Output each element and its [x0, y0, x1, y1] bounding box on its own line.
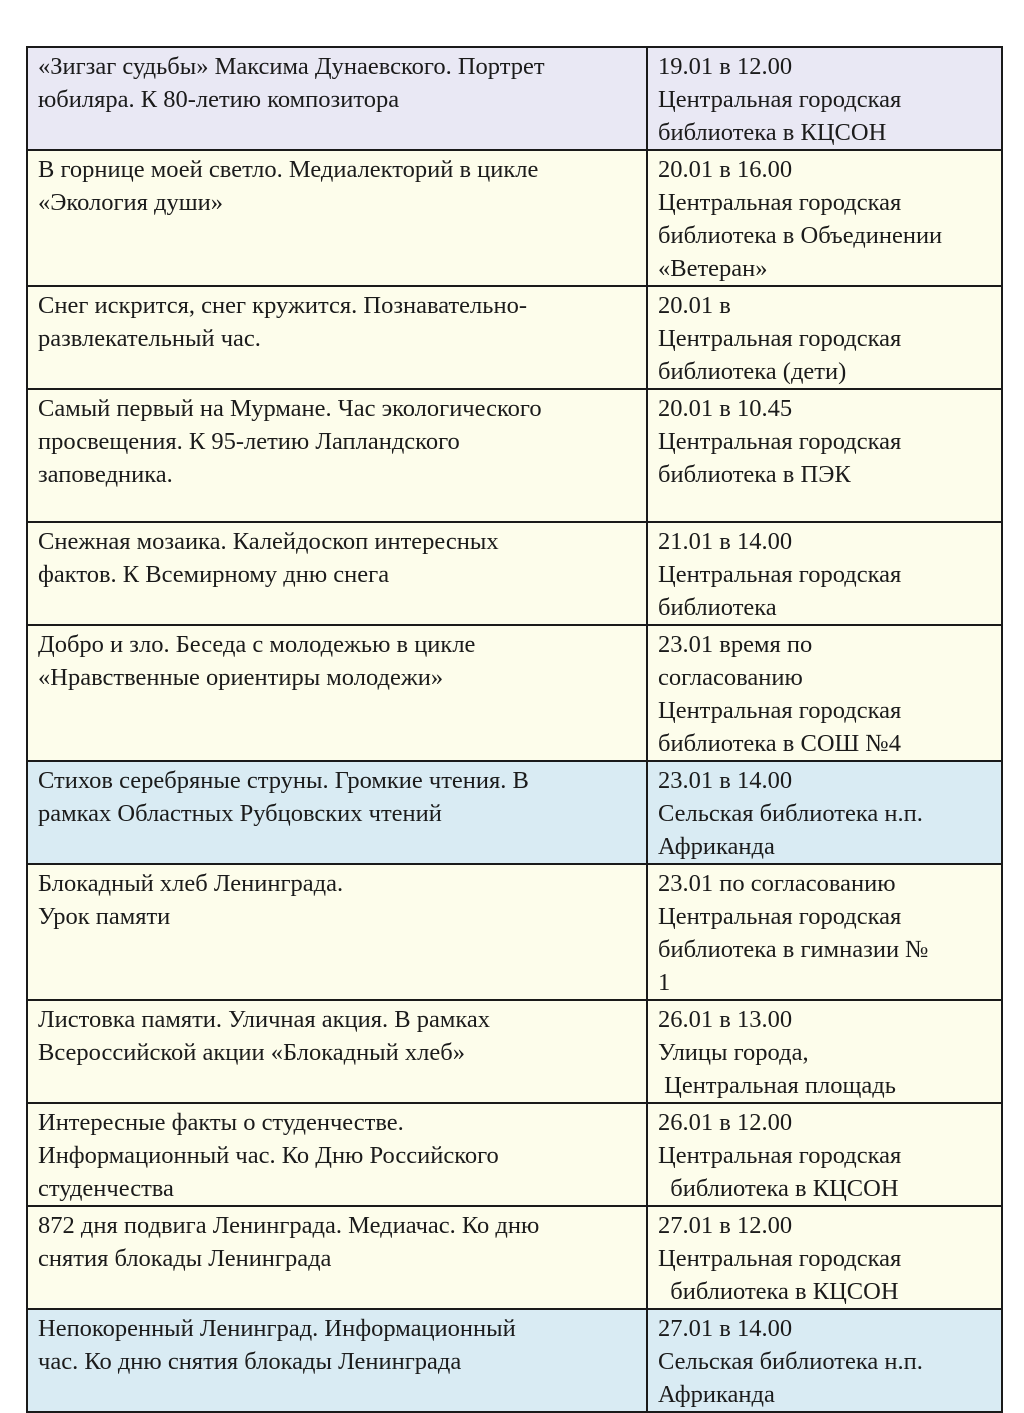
table-row [27, 1206, 1002, 1309]
event-title-cell: Снежная мозаика. Калейдоскоп интересных фактов. К Всемирному дню снега [27, 522, 647, 625]
event-time-place-cell: 19.01 в 12.00 Центральная городская библиотека в КЦСОН [647, 47, 1002, 150]
table-row [27, 389, 1002, 522]
event-title-cell: Самый первый на Мурмане. Час экологического просвещения. К 95-летию Лапландского заповедника. [27, 389, 647, 522]
table-row [27, 47, 1002, 150]
event-time-place-cell: 21.01 в 14.00 Центральная городская библиотека [647, 522, 1002, 625]
event-time-place-cell: 26.01 в 13.00 Улицы города, Центральная площадь [647, 1000, 1002, 1103]
event-title-cell: 872 дня подвига Ленинграда. Медиачас. Ко дню снятия блокады Ленинграда [27, 1206, 647, 1309]
event-time-place-cell: 27.01 в 14.00 Сельская библиотека н.п. Африканда [647, 1309, 1002, 1412]
event-title-cell: Интересные факты о студенчестве. Информационный час. Ко Дню Российского студенчества [27, 1103, 647, 1206]
events-table-body [27, 47, 1002, 1412]
event-title-cell: «Зигзаг судьбы» Максима Дунаевского. Портрет юбиляра. К 80-летию композитора [27, 47, 647, 150]
event-time-place-cell: 20.01 в 16.00 Центральная городская библиотека в Объединении «Ветеран» [647, 150, 1002, 286]
table-row [27, 761, 1002, 864]
event-title-cell: Добро и зло. Беседа с молодежью в цикле «Нравственные ориентиры молодежи» [27, 625, 647, 761]
table-row [27, 522, 1002, 625]
table-row [27, 286, 1002, 389]
event-title-cell: Непокоренный Ленинград. Информационный час. Ко дню снятия блокады Ленинграда [27, 1309, 647, 1412]
event-time-place-cell: 26.01 в 12.00 Центральная городская библиотека в КЦСОН [647, 1103, 1002, 1206]
event-time-place-cell: 20.01 в Центральная городская библиотека (дети) [647, 286, 1002, 389]
table-row [27, 1309, 1002, 1412]
event-title-cell: Блокадный хлеб Ленинграда. Урок памяти [27, 864, 647, 1000]
event-title-cell: Стихов серебряные струны. Громкие чтения. В рамках Областных Рубцовских чтений [27, 761, 647, 864]
event-time-place-cell: 27.01 в 12.00 Центральная городская библиотека в КЦСОН [647, 1206, 1002, 1309]
table-row [27, 1103, 1002, 1206]
event-title-cell: Снег искрится, снег кружится. Познавательно- развлекательный час. [27, 286, 647, 389]
table-row [27, 864, 1002, 1000]
table-row [27, 1000, 1002, 1103]
table-row [27, 150, 1002, 286]
event-time-place-cell: 23.01 в 14.00 Сельская библиотека н.п. Африканда [647, 761, 1002, 864]
event-title-cell: Листовка памяти. Уличная акция. В рамках Всероссийской акции «Блокадный хлеб» [27, 1000, 647, 1103]
event-time-place-cell: 23.01 по согласованию Центральная городская библиотека в гимназии № 1 [647, 864, 1002, 1000]
event-time-place-cell: 20.01 в 10.45 Центральная городская библиотека в ПЭК [647, 389, 1002, 522]
table-row [27, 625, 1002, 761]
event-time-place-cell: 23.01 время по согласованию Центральная городская библиотека в СОШ №4 [647, 625, 1002, 761]
events-table [26, 46, 1003, 1413]
event-title-cell: В горнице моей светло. Медиалекторий в цикле «Экология души» [27, 150, 647, 286]
